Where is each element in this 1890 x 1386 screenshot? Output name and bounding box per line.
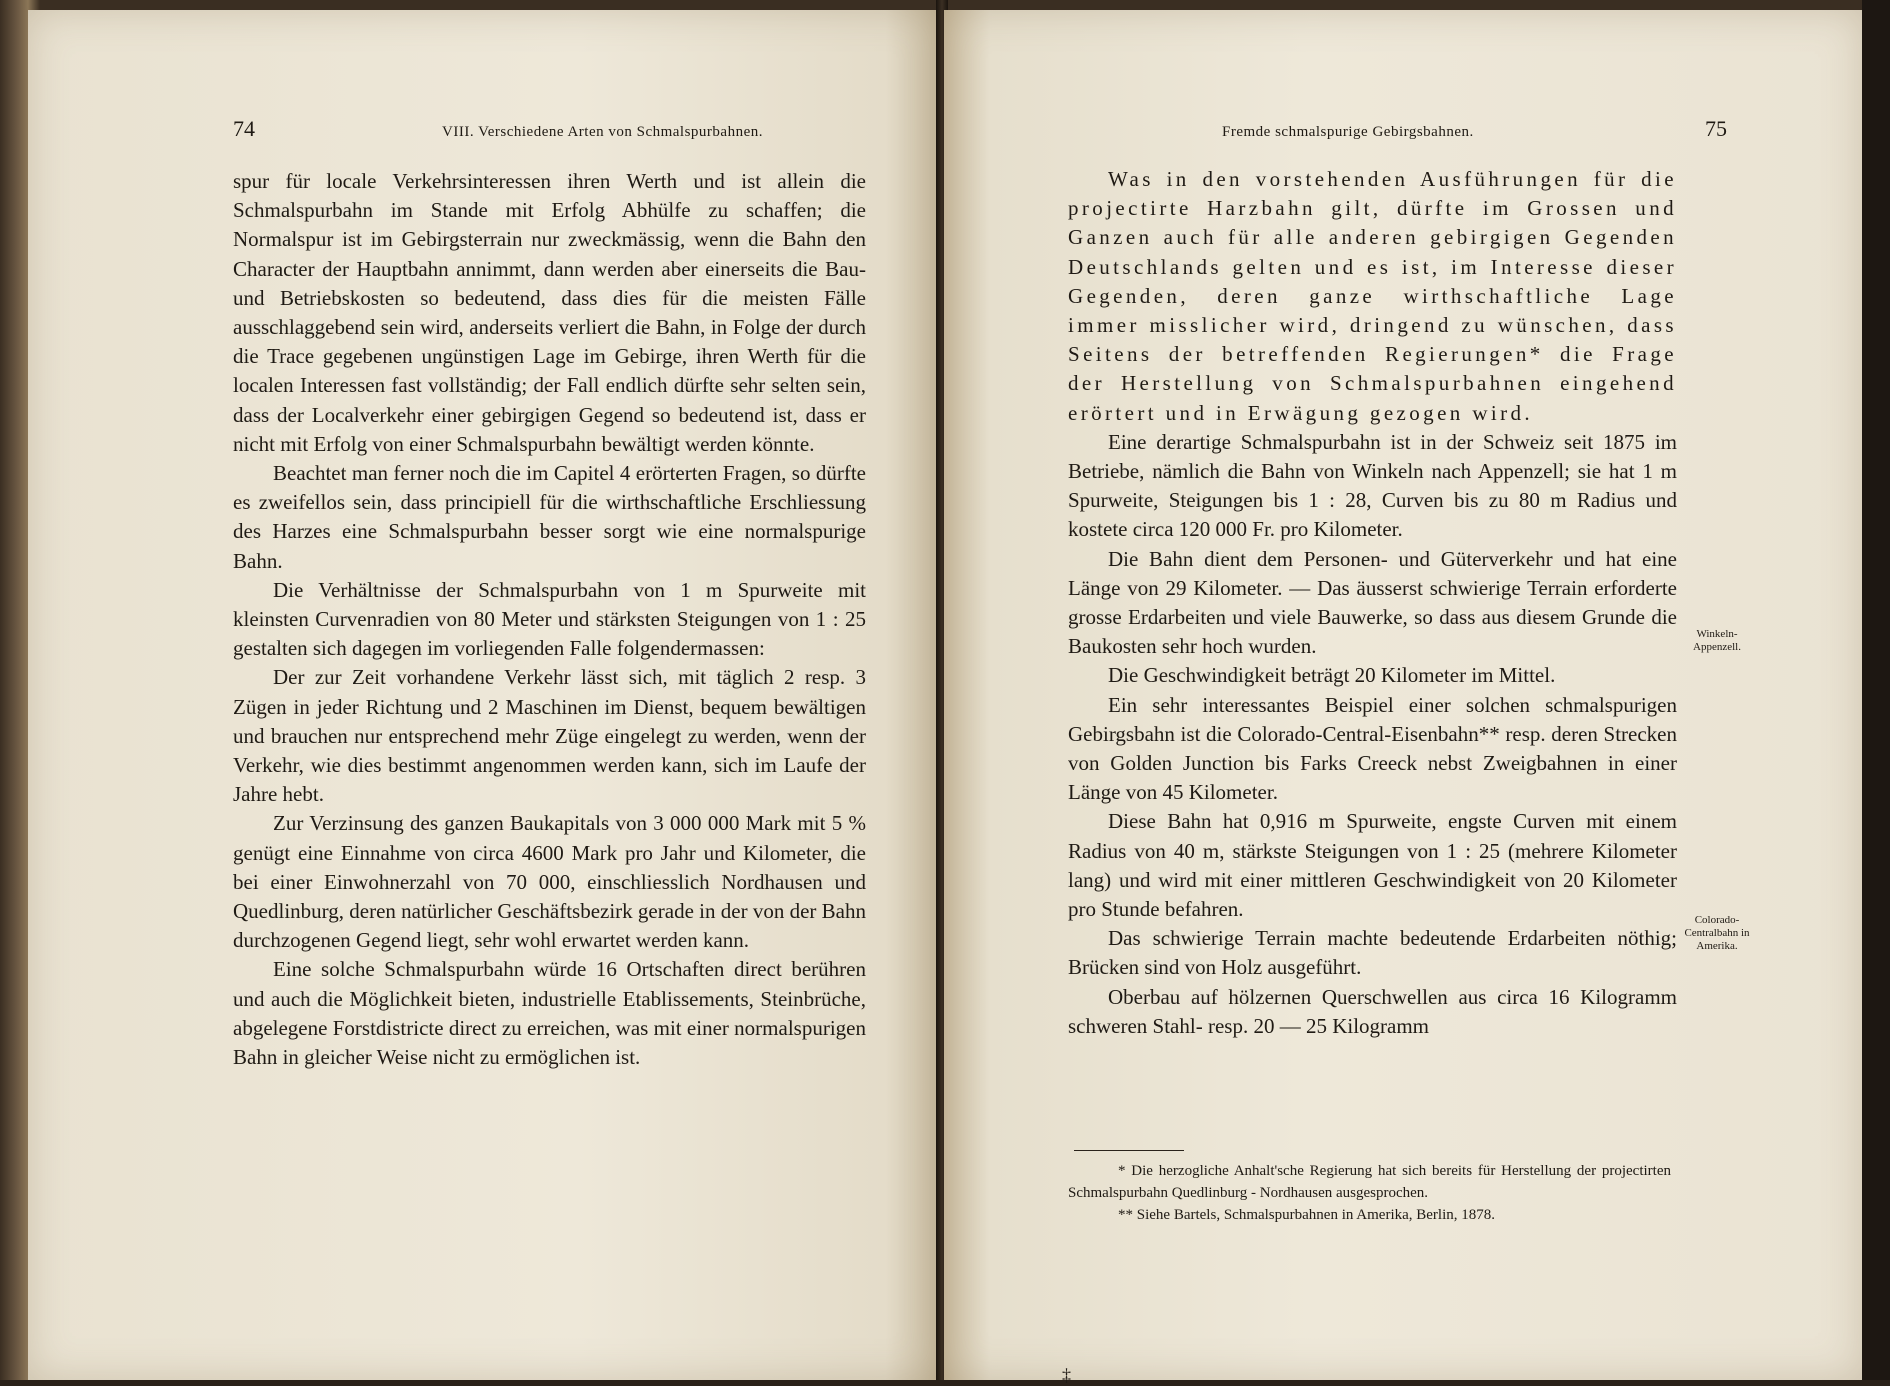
- paragraph: Was in den vorstehenden Ausführungen für die projectirte Harzbahn gilt, dürfte im Grossen und Ganzen auch für alle anderen gebirgigen Gegenden Deutschlands gelten und es ist, im Interesse dieser Gegenden, deren ganze wirthschaftliche Lage immer misslicher wird, dringend zu wünschen, dass Seitens der betreffenden Regierungen* die Frage der Herstellung von Schmalspurbahnen eingehend erörtert und in Erwägung gezogen wird.: [1068, 167, 1677, 425]
- left-page-body: [233, 167, 866, 1072]
- running-head: Fremde schmalspurige Gebirgsbahnen.: [1222, 124, 1474, 140]
- paragraph: spur für locale Verkehrsinteressen ihren Werth und ist allein die Schmalspurbahn im Stande mit Erfolg Abhülfe zu schaffen; die Normalspur ist im Gebirgsterrain nur zweckmässig, wenn die Bahn den Character der Hauptbahn annimmt, dann werden aber einerseits die Bau- und Betriebskosten so bedeutend, dass dies für die meisten Fälle ausschlaggebend sein wird, anderseits verliert die Bahn, in Folge der durch die Trace gegebenen ungünstigen Lage im Gebirge, ihren Werth für die localen Interessen fast vollständig; der Fall endlich dürfte sehr selten sein, dass der Localverkehr einer gebirgigen Gegend so bedeutend ist, dass er nicht mit Erfolg von einer Schmalspurbahn bewältigt werden könnte.: [233, 169, 866, 456]
- left-page: [28, 10, 940, 1380]
- paragraph: Diese Bahn hat 0,916 m Spurweite, engste Curven mit einem Radius von 40 m, stärkste Steigungen von 1 : 25 (mehrere Kilometer lang) und wird mit einer mittleren Geschwindigkeit von 20 Kilometer pro Stunde befahren.: [1068, 809, 1677, 922]
- outer-page-edge: [1862, 0, 1890, 1380]
- paragraph: Das schwierige Terrain machte bedeutende Erdarbeiten nöthig; Brücken sind von Holz ausgeführt.: [1068, 926, 1677, 980]
- paragraph: Ein sehr interessantes Beispiel einer solchen schmalspurigen Gebirgsbahn ist die Colorado-Central-Eisenbahn** resp. deren Strecken von Golden Junction bis Farks Creeck nebst Zweigbahnen in einer Länge von 45 Kilometer.: [1068, 692, 1677, 805]
- paragraph: Die Verhältnisse der Schmalspurbahn von 1 m Spurweite mit kleinsten Curvenradien von 80 Meter und stärksten Steigungen von 1 : 25 gestalten sich dagegen im vorliegenden Falle folgendermassen:: [233, 577, 866, 661]
- right-page: [944, 10, 1862, 1385]
- right-page-body: [1068, 165, 1677, 1041]
- margin-note-winkeln: Winkeln-Appenzell.: [1693, 628, 1741, 653]
- footnote: * Die herzogliche Anhalt'sche Regierung hat sich bereits für Herstellung der projectirten Schmalspurbahn Quedlinburg - Nordhausen ausgesprochen.: [1068, 1163, 1671, 1201]
- margin-note-colorado: Colorado-Centralbahn in Amerika.: [1684, 914, 1750, 952]
- left-page-header: [233, 116, 763, 146]
- paragraph: Die Geschwindigkeit beträgt 20 Kilometer im Mittel.: [1108, 663, 1556, 688]
- paragraph: Oberbau auf hölzernen Querschwellen aus circa 16 Kilogramm schweren Stahl- resp. 20 — 25 Kilogramm: [1068, 984, 1677, 1038]
- footnotes: [1068, 1160, 1671, 1226]
- page-number: 74: [233, 116, 255, 141]
- paragraph: Eine solche Schmalspurbahn würde 16 Ortschaften direct berühren und auch die Möglichkeit bieten, industrielle Etablissements, Steinbrüche, abgelegene Forstdistricte direct zu erreichen, was mit einer normalspurigen Bahn in gleicher Weise nicht zu ermöglichen ist.: [233, 957, 866, 1070]
- footnote-rule: [1074, 1150, 1184, 1151]
- paragraph: Eine derartige Schmalspurbahn ist in der Schweiz seit 1875 im Betriebe, nämlich die Bahn von Winkeln nach Appenzell; sie hat 1 m Spurweite, Steigungen bis 1 : 28, Curven bis zu 80 m Radius und kostete circa 120 000 Fr. pro Kilometer.: [1068, 429, 1677, 542]
- paragraph: Zur Verzinsung des ganzen Baukapitals von 3 000 000 Mark mit 5 % genügt eine Einnahme von circa 4600 Mark pro Jahr und Kilometer, die bei einer Einwohnerzahl von 70 000, einschliesslich Nordhausen und Quedlinburg, deren natürlicher Geschäftsbezirk gerade in der von der Bahn durchzogenen Gegend liegt, sehr wohl erwartet werden kann.: [233, 811, 866, 953]
- paragraph: Der zur Zeit vorhandene Verkehr lässt sich, mit täglich 2 resp. 3 Zügen in jeder Richtung und 2 Maschinen im Dienst, bequem bewältigen und brauchen nur entsprechend mehr Züge eingelegt zu werden, wenn der Verkehr, wie dies bestimmt angenommen werden kann, sich im Laufe der Jahre hebt.: [233, 665, 866, 807]
- running-head: VIII. Verschiedene Arten von Schmalspurbahnen.: [442, 124, 763, 140]
- bottom-mark: ‡: [1062, 1365, 1071, 1385]
- paragraph: Beachtet man ferner noch die im Capitel 4 erörterten Fragen, so dürfte es zweifellos sein, dass principiell für die wirthschaftliche Erschliessung des Harzes eine Schmalspurbahn besser sorgt wie eine normalspurige Bahn.: [233, 461, 866, 573]
- page-number: 75: [1705, 116, 1727, 141]
- paragraph: Die Bahn dient dem Personen- und Güterverkehr und hat eine Länge von 29 Kilometer. — Das äusserst schwierige Terrain erforderte grosse Erdarbeiten und viele Bauwerke, so dass aus diesem Grunde die Baukosten sehr hoch wurden.: [1068, 546, 1677, 659]
- right-page-header: [1222, 116, 1727, 146]
- footnote: ** Siehe Bartels, Schmalspurbahnen in Amerika, Berlin, 1878.: [1118, 1207, 1496, 1223]
